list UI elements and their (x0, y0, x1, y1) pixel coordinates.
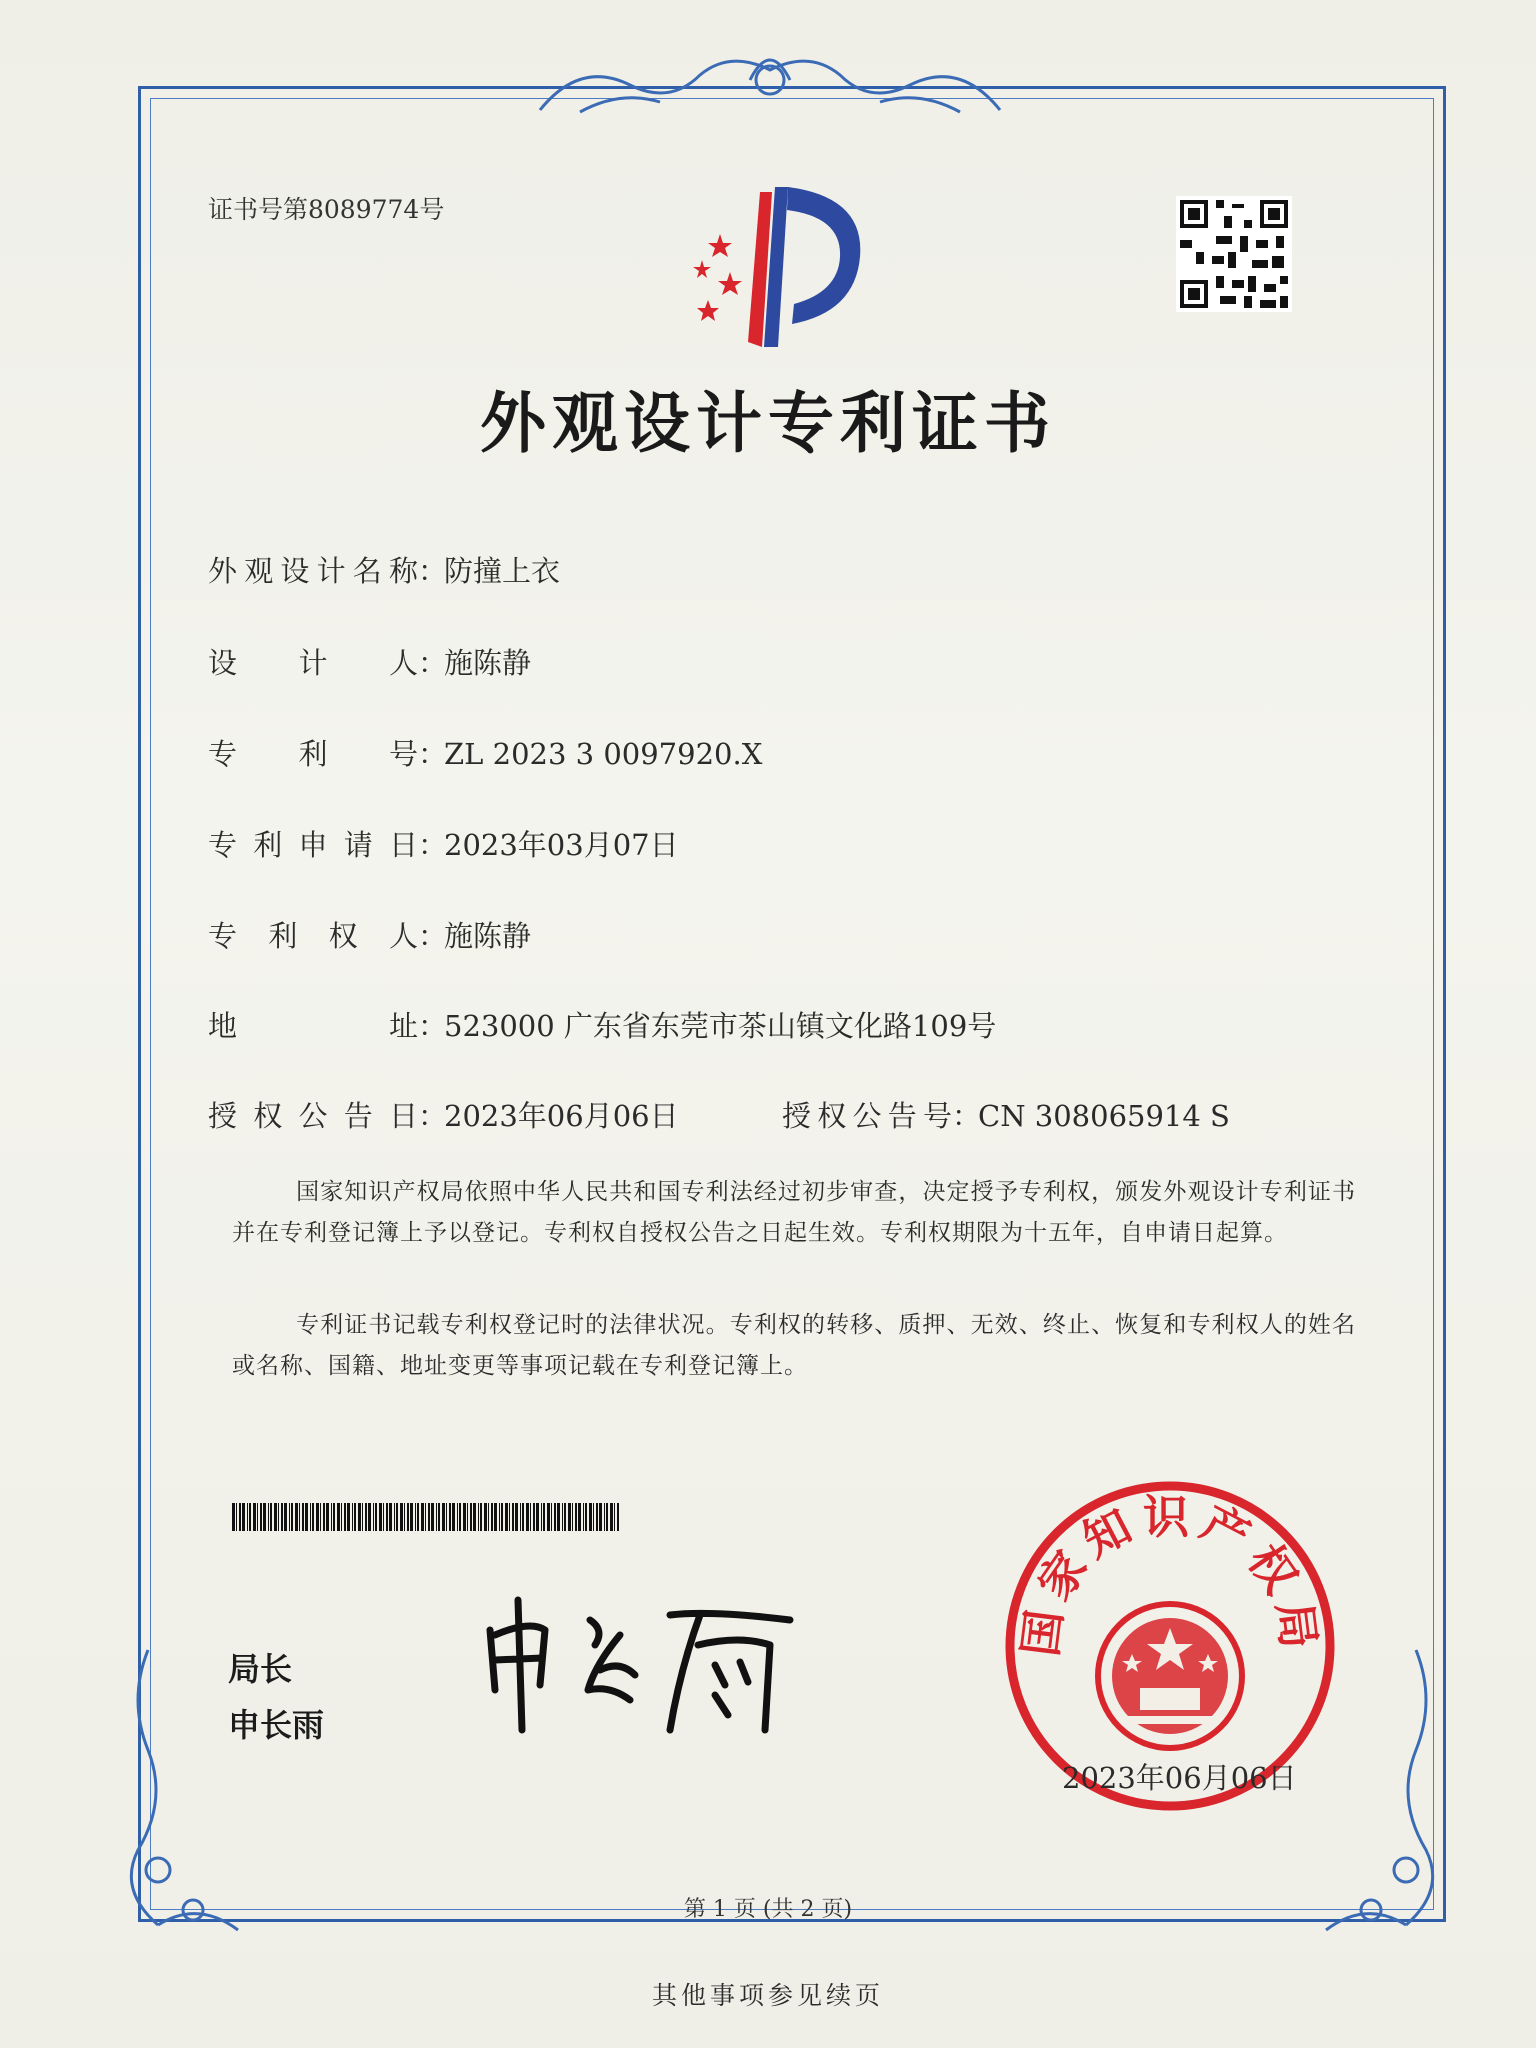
barcode-bar (520, 1503, 521, 1531)
barcode-bar (242, 1503, 245, 1531)
barcode-bar (554, 1503, 556, 1531)
barcode-bar (316, 1503, 319, 1531)
field-value: 523000 广东省东莞市茶山镇文化路109号 (444, 1009, 997, 1043)
barcode-bar (509, 1503, 510, 1531)
barcode-bar (326, 1503, 329, 1531)
barcode-bar (501, 1503, 503, 1531)
barcode-bar (362, 1503, 363, 1531)
barcode-bar (274, 1503, 277, 1531)
paragraph-text: 专利证书记载专利权登记时的法律状况。专利权的转移、质押、无效、终止、恢复和专利权人的姓名或名称、国籍、地址变更等事项记载在专利登记簿上。 (232, 1312, 1356, 1379)
barcode-bar (389, 1503, 392, 1531)
barcode-bar (452, 1503, 455, 1531)
barcode-bar (562, 1503, 563, 1531)
barcode-bar (606, 1503, 608, 1531)
barcode-bar (541, 1503, 542, 1531)
barcode-bar (415, 1503, 416, 1531)
seal-text: 国家知识产权局 (1012, 1489, 1328, 1660)
field-colon: ： (418, 554, 448, 588)
cnipa-logo-icon (660, 182, 890, 352)
field-designer (208, 643, 531, 683)
field-colon: ： (418, 919, 448, 953)
field-value: 2023年03月07日 (444, 828, 679, 862)
barcode-bar (278, 1503, 279, 1531)
barcode-bar (352, 1503, 353, 1531)
barcode-bar (589, 1503, 592, 1531)
field-colon: ： (952, 1099, 982, 1133)
field-colon: ： (418, 1009, 448, 1043)
barcode-bar (347, 1503, 350, 1531)
top-ornament (520, 40, 1020, 130)
field-value: 施陈静 (444, 919, 532, 953)
barcode-bar (383, 1503, 384, 1531)
field-colon: ： (418, 828, 448, 862)
barcode-bar (457, 1503, 458, 1531)
barcode-bar (610, 1503, 613, 1531)
barcode-bar (578, 1503, 581, 1531)
barcode-bar (344, 1503, 346, 1531)
field-label: 授权公告号 (782, 1099, 952, 1133)
barcode-bar (341, 1503, 342, 1531)
barcode-bar (583, 1503, 584, 1531)
barcode-bar (337, 1503, 340, 1531)
barcode-bar (515, 1503, 518, 1531)
national-emblem-icon (1098, 1604, 1242, 1748)
barcode-bar (373, 1503, 374, 1531)
field-value: CN 308065914 S (978, 1099, 1230, 1133)
barcode-icon (232, 1503, 622, 1531)
barcode-bar (564, 1503, 566, 1531)
field-colon: ： (418, 737, 448, 771)
barcode-bar (431, 1503, 434, 1531)
barcode-bar (291, 1503, 293, 1531)
field-design-name (208, 551, 560, 591)
barcode-bar (260, 1503, 262, 1531)
barcode-bar (284, 1503, 287, 1531)
field-application-date (208, 825, 679, 865)
field-value: 施陈静 (444, 646, 532, 680)
field-label: 专利号 (208, 737, 418, 771)
paragraph-grant-statement (232, 1172, 1356, 1254)
barcode-bar (505, 1503, 508, 1531)
barcode-bar (575, 1503, 577, 1531)
paragraph-legal-status (232, 1305, 1356, 1387)
barcode-bar (249, 1503, 251, 1531)
barcode-bar (407, 1503, 409, 1531)
field-label: 地址 (208, 1009, 418, 1043)
barcode-bar (239, 1503, 241, 1531)
field-label: 外观设计名称 (208, 554, 418, 588)
barcode-bar (473, 1503, 476, 1531)
barcode-bar (446, 1503, 447, 1531)
barcode-bar (438, 1503, 440, 1531)
barcode-bar (394, 1503, 395, 1531)
seal-date: 2023年06月06日 (1062, 1761, 1297, 1795)
field-patent-number (208, 734, 762, 774)
barcode-bar (379, 1503, 382, 1531)
barcode-bar (533, 1503, 535, 1531)
barcode-bar (459, 1503, 461, 1531)
barcode-bar (484, 1503, 487, 1531)
signatory-title: 局长 (228, 1650, 293, 1688)
barcode-bar (425, 1503, 426, 1531)
field-grant-publication-number (782, 1096, 1230, 1136)
barcode-bar (480, 1503, 482, 1531)
barcode-bar (232, 1503, 235, 1531)
barcode-bar (421, 1503, 424, 1531)
barcode-bar (375, 1503, 377, 1531)
barcode-bar (400, 1503, 403, 1531)
barcode-bar (270, 1503, 272, 1531)
barcode-bar (572, 1503, 573, 1531)
barcode-bar (310, 1503, 311, 1531)
barcode-bar (404, 1503, 405, 1531)
barcode-bar (358, 1503, 361, 1531)
barcode-bar (365, 1503, 367, 1531)
barcode-bar (478, 1503, 479, 1531)
barcode-bar (512, 1503, 514, 1531)
barcode-bar (526, 1503, 529, 1531)
barcode-bar (599, 1503, 602, 1531)
barcode-bar (436, 1503, 437, 1531)
barcode-bar (470, 1503, 472, 1531)
field-colon: ： (418, 646, 448, 680)
barcode-bar (295, 1503, 298, 1531)
barcode-bar (467, 1503, 468, 1531)
barcode-bar (396, 1503, 398, 1531)
field-colon: ： (418, 1099, 448, 1133)
barcode-bar (247, 1503, 248, 1531)
barcode-bar (604, 1503, 605, 1531)
field-label: 设计人 (208, 646, 418, 680)
barcode-bar (410, 1503, 413, 1531)
signatory-name: 申长雨 (228, 1706, 325, 1744)
barcode-bar (551, 1503, 552, 1531)
barcode-bar (320, 1503, 321, 1531)
paragraph-text: 国家知识产权局依照中华人民共和国专利法经过初步审查，决定授予专利权，颁发外观设计专利证书并在专利登记簿上予以登记。专利权自授权公告之日起生效。专利权期限为十五年，自申请日起算。 (232, 1179, 1356, 1246)
field-label: 专利权人 (208, 919, 418, 953)
qr-code-icon (1176, 196, 1292, 312)
barcode-bar (417, 1503, 419, 1531)
barcode-bar (449, 1503, 451, 1531)
document-title: 外观设计专利证书 (480, 385, 1056, 462)
barcode-bar (312, 1503, 314, 1531)
barcode-bar (614, 1503, 615, 1531)
footer-note: 其他事项参见续页 (651, 1981, 884, 2010)
field-label: 专利申请日 (208, 828, 418, 862)
barcode-bar (596, 1503, 598, 1531)
barcode-bar (331, 1503, 332, 1531)
barcode-bar (547, 1503, 550, 1531)
barcode-bar (491, 1503, 493, 1531)
barcode-bar (305, 1503, 308, 1531)
page-number: 第 1 页 (共 2 页) (683, 1897, 853, 1922)
barcode-bar (263, 1503, 266, 1531)
barcode-bar (530, 1503, 531, 1531)
barcode-bar (281, 1503, 283, 1531)
barcode-bar (236, 1503, 237, 1531)
barcode-bar (522, 1503, 524, 1531)
field-value: 2023年06月06日 (444, 1099, 679, 1133)
field-label: 授权公告日 (208, 1099, 418, 1133)
field-grant-date (208, 1096, 679, 1136)
barcode-bar (268, 1503, 269, 1531)
field-value: 防撞上衣 (444, 554, 561, 588)
barcode-bar (299, 1503, 300, 1531)
barcode-bar (289, 1503, 290, 1531)
barcode-bar (568, 1503, 571, 1531)
barcode-bar (494, 1503, 497, 1531)
barcode-bar (323, 1503, 325, 1531)
barcode-bar (617, 1503, 619, 1531)
barcode-bar (557, 1503, 560, 1531)
field-address (208, 1006, 996, 1046)
barcode-bar (257, 1503, 258, 1531)
certificate-number: 证书号第8089774号 (208, 195, 445, 224)
barcode-bar (302, 1503, 304, 1531)
barcode-bar (354, 1503, 356, 1531)
barcode-bar (386, 1503, 388, 1531)
barcode-bar (585, 1503, 587, 1531)
field-patentee (208, 916, 531, 956)
field-value: ZL 2023 3 0097920.X (444, 737, 763, 771)
barcode-bar (488, 1503, 489, 1531)
barcode-bar (368, 1503, 371, 1531)
barcode-bar (463, 1503, 466, 1531)
barcode-bar (442, 1503, 445, 1531)
barcode-bar (499, 1503, 500, 1531)
barcode-bar (543, 1503, 545, 1531)
barcode-bar (333, 1503, 335, 1531)
barcode-bar (593, 1503, 594, 1531)
barcode-bar (536, 1503, 539, 1531)
signature-image (470, 1590, 810, 1740)
barcode-bar (428, 1503, 430, 1531)
barcode-bar (253, 1503, 256, 1531)
